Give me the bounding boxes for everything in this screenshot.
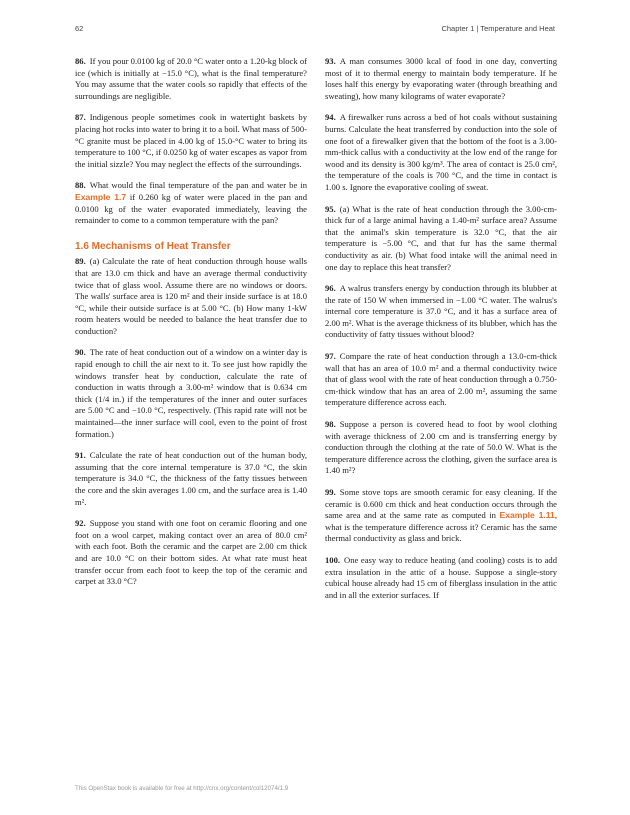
problem-87: [75, 112, 307, 170]
problem-text: Suppose a person is covered head to foot by wool clothing with average thickness of 2.00 cm and is transferring energy by conduction through the clothing at the rate of 50.0 W. What is the temperature difference across the clothing, given the surface area is 1.40 m²?: [325, 419, 557, 476]
problem-text: Suppose you stand with one foot on ceramic flooring and one foot on a wool carpet, making contact over an area of 80.0 cm² with each foot. Both the ceramic and the carpet are 2.00 cm thick and are 10.0 °C on their bottom sides. At what rate must heat transfer occur from each foot to keep the top of the ceramic and carpet at 33.0 °C?: [75, 518, 307, 587]
problem-99: [325, 487, 557, 545]
problem-text: The rate of heat conduction out of a window on a winter day is rapid enough to chill the air next to it. To see just how rapidly the windows transfer heat by conduction, calculate the rate of conduction in watts through a 3.00-m² window that is 0.634 cm thick (1/4 in.) if the temperatures of the inner and outer surfaces are 5.00 °C and −10.0 °C, respectively. (This rapid rate will not be maintained—the inner surface will cool, even to the point of frost formation.): [75, 347, 307, 439]
problem-number: 100.: [325, 554, 341, 565]
footer-credit: This OpenStax book is available for free at http://cnx.org/content/col12074/1.9: [75, 785, 289, 792]
problem-number: 93.: [325, 56, 336, 66]
problem-text: What would the final temperature of the pan and water be in: [89, 180, 307, 191]
problem-number: 96.: [325, 283, 336, 294]
problem-text-cont: if 0.260 kg of water were placed in the pan and 0.0100 kg of the water evaporated immediately, leaving the remainder to come to a common temperature with the pan?: [75, 191, 308, 226]
problem-number: 97.: [325, 351, 336, 362]
problem-text: (a) Calculate the rate of heat conduction through house walls that are 13.0 cm thick and have an average thermal conductivity twice that of glass wool. Assume there are no windows or doors. The walls' surface area is 120 m² and their inside surface is at 18.0 °C, while their outside surface is at 5.00 °C. (b) How many 1-kW room heaters would be needed to balance the heat transfer due to conduction?: [75, 256, 307, 336]
example-link[interactable]: Example 1.7: [75, 191, 127, 202]
section-heading: 1.6 Mechanisms of Heat Transfer: [75, 240, 231, 252]
problem-number: 87.: [75, 112, 86, 123]
problem-number: 95.: [325, 203, 336, 214]
problem-91: [75, 450, 307, 508]
problem-number: 94.: [325, 112, 336, 123]
problem-96: [325, 283, 557, 341]
problem-92: [75, 518, 307, 588]
problem-100: [325, 555, 557, 601]
problem-text: (a) What is the rate of heat conduction through the 3.00-cm-thick fur of a large animal having a 1.40-m² surface area? Assume that the animal's skin temperature is 32.0 °C, that the air temperature is −5.00 °C, and that fur has the same thermal conductivity as air. (b) What food intake will the animal need in one day to replace this heat transfer?: [325, 203, 557, 272]
chapter-title: Chapter 1 | Temperature and Heat: [441, 24, 555, 33]
left-column: [75, 56, 307, 598]
page-number: 62: [75, 24, 84, 33]
example-link[interactable]: Example 1.11: [499, 510, 555, 521]
problem-text: A walrus transfers energy by conduction through its blubber at the rate of 150 W when immersed in −1.00 °C water. The walrus's internal core temperature is 37.0 °C, and it has a surface area of 2.00 m². What is the average thickness of its blubber, which has the conductivity of fatty tissues without blood?: [325, 283, 557, 340]
problem-text: Some stove tops are smooth ceramic for easy cleaning. If the ceramic is 0.600 cm thick and heat conduction occurs through the same area and at the same rate as computed in: [325, 487, 557, 521]
problem-number: 98.: [325, 419, 336, 430]
problem-97: [325, 351, 557, 409]
problem-text: Calculate the rate of heat conduction out of the human body, assuming that the core internal temperature is 37.0 °C, the skin temperature is 34.0 °C, the thickness of the fatty tissues between the core and the skin averages 1.00 cm, and the surface area is 1.40 m².: [75, 450, 307, 507]
problem-88: [75, 180, 307, 226]
problem-86: [75, 56, 307, 102]
problem-90: [75, 347, 307, 440]
problem-number: 91.: [75, 450, 86, 461]
problem-94: [325, 112, 557, 193]
problem-number: 92.: [75, 518, 86, 529]
problem-text: Compare the rate of heat conduction through a 13.0-cm-thick wall that has an area of 10.0 m² and a thermal conductivity twice that of glass wool with the rate of heat conduction through a 0.750-cm-thick window that has an area of 2.00 m², assuming the same temperature difference across each.: [325, 351, 557, 408]
problem-text: One easy way to reduce heating (and cooling) costs is to add extra insulation in the attic of a house. Suppose a single-story cubical house already had 15 cm of fiberglass insulation in the attic and in all the exterior surfaces. If: [325, 554, 557, 600]
problem-number: 90.: [75, 347, 86, 358]
problem-number: 99.: [325, 487, 336, 497]
problem-number: 88.: [75, 180, 86, 191]
problem-text-cont: , what is the temperature difference across it? Ceramic has the same thermal conductivity as glass and brick.: [325, 510, 557, 544]
problem-number: 89.: [75, 256, 86, 267]
problem-93: [325, 56, 557, 102]
problem-text: A firewalker runs across a bed of hot coals without sustaining burns. Calculate the heat transferred by conduction into the sole of one foot of a firewalker given that the bottom of the foot is a 3.00-mm-thick callus with a conductivity at the low end of the range for wood and its density is 300 kg/m³. The area of contact is 25.0 cm², the temperature of the coals is 700 °C, and the time in contact is 1.00 s. Ignore the evaporative cooling of sweat.: [325, 112, 557, 192]
problem-number: 86.: [75, 56, 86, 66]
problem-text: Indigenous people sometimes cook in watertight baskets by placing hot rocks into water to bring it to a boil. What mass of 500-°C granite must be placed in 4.00 kg of 15.0-°C water to bring its temperature to 100 °C, if 0.0250 kg of water escapes as vapor from the initial sizzle? You may neglect the effects of the surroundings.: [75, 112, 307, 169]
problem-89: [75, 256, 307, 337]
problem-95: [325, 204, 557, 274]
right-column: [325, 56, 557, 611]
problem-text: A man consumes 3000 kcal of food in one day, converting most of it to thermal energy to maintain body temperature. If he loses half this energy by evaporating water (through breathing and sweating), how many kilograms of water evaporate?: [325, 56, 557, 101]
problem-text: If you pour 0.0100 kg of 20.0 °C water onto a 1.20-kg block of ice (which is initially at −15.0 °C), what is the final temperature? You may assume that the water cools so rapidly that effects of the surroundings are negligible.: [75, 56, 307, 101]
problem-98: [325, 419, 557, 477]
